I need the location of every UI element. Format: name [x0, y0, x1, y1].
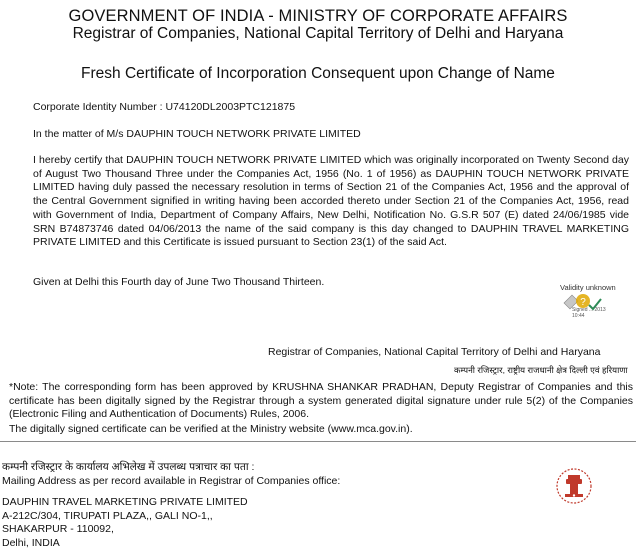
corporate-identity-number: Corporate Identity Number : U74120DL2003PTC121875 [33, 101, 296, 113]
svg-text:?: ? [580, 297, 586, 308]
mailing-label: Mailing Address as per record available in Registrar of Companies office: [2, 475, 341, 487]
registrar-heading: Registrar of Companies, National Capital Territory of Delhi and Haryana [72, 25, 564, 42]
certification-paragraph: I hereby certify that DAUPHIN TOUCH NETWORK PRIVATE LIMITED which was originally incorporated on Twenty Second day of August Two Thousand Three under the Companies Act, 1956 (No. 1 of 1956) as DAUPHIN TOUCH NETWORK PRIVATE LIMITED having duly passed the necessary resolution in terms of Section 21 of the Companies Act, 1956 and the approval of the Central Government signified in writing having been accorded thereto under Section 21 of the Companies Act, 1956, read with Government of India, Department of Company Affairs, New Delhi, Notification No. G.S.R 507 (E) dated 24/06/1985 vide SRN B74873746 dated 04/06/2013 the name of the said company is this day changed to DAUPHIN TRAVEL MARKETING PRIVATE LIMITED and this Certificate is issued pursuant to Section 23(1) of the said Act. [33, 154, 629, 249]
given-at-line: Given at Delhi this Fourth day of June Two Thousand Thirteen. [33, 276, 325, 288]
certificate-title: Fresh Certificate of Incorporation Consequent upon Change of Name [81, 65, 555, 82]
divider-line [0, 441, 636, 442]
registrar-hindi: कम्पनी रजिस्ट्रार, राष्ट्रीय राजधानी क्षेत्र दिल्ली एवं हरियाणा [454, 365, 628, 375]
verification-note: The digitally signed certificate can be verified at the Ministry website (www.mca.gov.in). [9, 423, 413, 435]
national-emblem-icon [555, 467, 593, 509]
validity-text: Validity unknown [560, 283, 616, 292]
address-line-1: DAUPHIN TRAVEL MARKETING PRIVATE LIMITED [2, 496, 248, 508]
note-paragraph: *Note: The corresponding form has been approved by KRUSHNA SHANKAR PRADHAN, Deputy Registrar of Companies and this certificate has been digitally signed by the Registrar through a system generated digital signature under rule 5(2) of the Companies (Electronic Filing and Authentication of Documents) Rules, 2006. [9, 381, 633, 421]
mailing-hindi-label: कम्पनी रजिस्ट्रार के कार्यालय अभिलेख में उपलब्ध पत्राचार का पता : [2, 461, 255, 473]
address-line-4: Delhi, INDIA [2, 537, 60, 549]
signature-meta: Signed ... 2013 10:44 [572, 307, 606, 319]
matter-line: In the matter of M/s DAUPHIN TOUCH NETWORK PRIVATE LIMITED [33, 128, 361, 140]
ministry-heading: GOVERNMENT OF INDIA - MINISTRY OF CORPORATE AFFAIRS [68, 7, 568, 25]
registrar-english: Registrar of Companies, National Capital Territory of Delhi and Haryana [268, 346, 601, 358]
address-line-2: A-212C/304, TIRUPATI PLAZA,, GALI NO-1,, [2, 510, 213, 522]
digital-signature[interactable] [558, 283, 618, 317]
address-line-3: SHAKARPUR - 110092, [2, 523, 114, 535]
